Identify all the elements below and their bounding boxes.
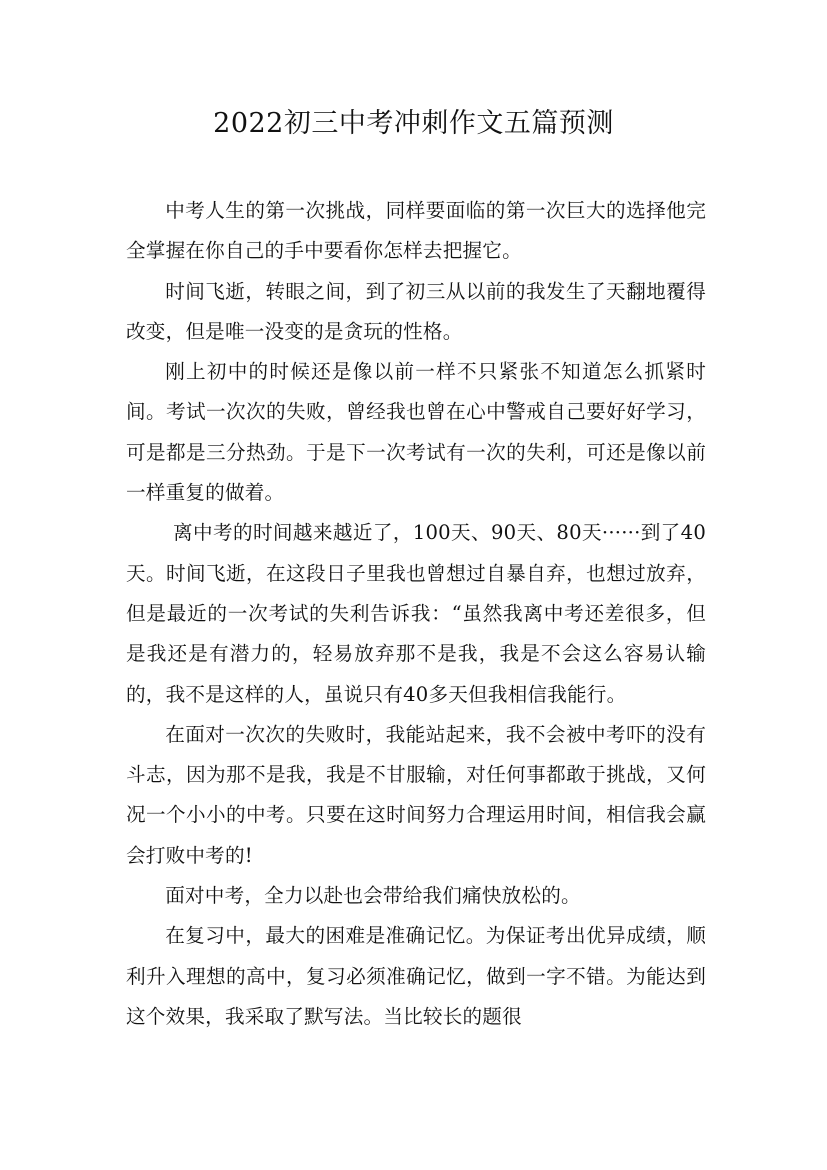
paragraph: 中考人生的第一次挑战，同样要面临的第一次巨大的选择他完全掌握在你自己的手中要看你怎样去把握它。 <box>126 199 706 263</box>
document-body <box>126 191 706 1037</box>
paragraph: 刚上初中的时候还是像以前一样不只紧张不知道怎么抓紧时间。考试一次次的失败，曾经我也曾在心中警戒自己要好好学习，可是都是三分热劲。于是下一次考试有一次的失利，可还是像以前一样重复的做着。 <box>126 360 706 505</box>
paragraph: 时间飞逝，转眼之间，到了初三从以前的我发生了天翻地覆得改变，但是唯一没变的是贪玩的性格。 <box>126 279 706 343</box>
paragraph: 在复习中，最大的困难是准确记忆。为保证考出优异成绩，顺利升入理想的高中，复习必须准确记忆，做到一字不错。为能达到这个效果，我采取了默写法。当比较长的题很 <box>126 924 706 1028</box>
paragraph: 面对中考，全力以赴也会带给我们痛快放松的。 <box>165 884 581 908</box>
paragraph: 离中考的时间越来越近了，100天、90天、80天······到了40天。时间飞逝，在这段日子里我也曾想过自暴自弃，也想过放弃，但是最近的一次考试的失利告诉我：“虽然我离中考还差很多，但是我还是有潜力的，轻易放弃那不是我，我是不会这么容易认输的，我不是这样的人，虽说只有40多天但我相信我能行。 <box>126 521 706 706</box>
document-title: 2022初三中考冲刺作文五篇预测 <box>213 108 614 139</box>
paragraph: 在面对一次次的失败时，我能站起来，我不会被中考吓的没有斗志，因为那不是我，我是不甘服输，对任何事都敢于挑战，又何况一个小小的中考。只要在这时间努力合理运用时间，相信我会赢会打败中考的! <box>126 722 706 867</box>
